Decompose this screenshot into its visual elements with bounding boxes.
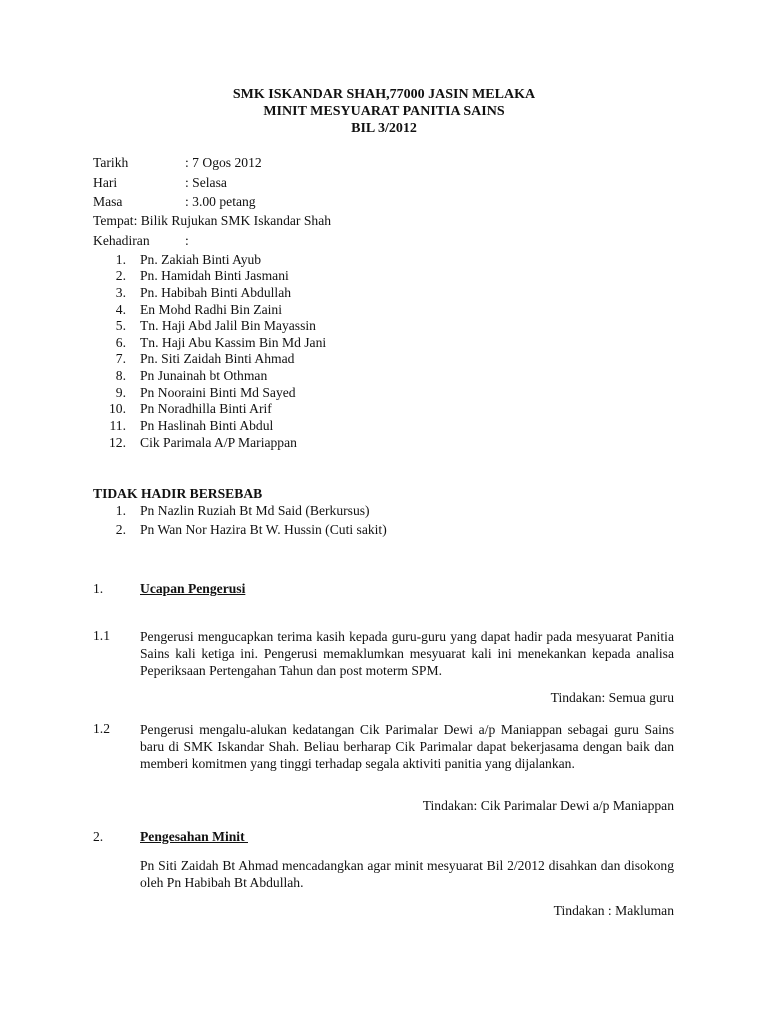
section-1-number: 1. — [93, 581, 104, 596]
date-label: Tarikh — [93, 155, 129, 170]
time-label: Masa — [93, 194, 123, 209]
meeting-title: MINIT MESYUARAT PANITIA SAINS — [263, 104, 505, 119]
section-2-text: Pn Siti Zaidah Bt Ahmad mencadangkan agar minit mesyuarat Bil 2/2012 disahkan dan disokong oleh Pn Habibah Bt Abdullah. — [140, 858, 674, 891]
venue-text: Tempat: Bilik Rujukan SMK Iskandar Shah — [93, 213, 332, 228]
section-2-action: Tindakan : Makluman — [553, 903, 674, 918]
date-value: : 7 Ogos 2012 — [185, 155, 262, 170]
section-1-title: Ucapan Pengerusi — [140, 581, 246, 596]
time-value: : 3.00 petang — [185, 194, 256, 209]
school-title: SMK ISKANDAR SHAH,77000 JASIN MELAKA — [232, 87, 536, 102]
section-2-number: 2. — [93, 829, 104, 844]
day-label: Hari — [93, 175, 118, 190]
absent-heading: TIDAK HADIR BERSEBAB — [93, 486, 263, 501]
attendance-colon: : — [185, 233, 189, 248]
item-1-1-action: Tindakan: Semua guru — [550, 690, 674, 705]
item-1-2-action: Tindakan: Cik Parimalar Dewi a/p Maniappan — [422, 798, 674, 813]
item-1-2-number: 1.2 — [93, 721, 110, 736]
item-1-2-text: Pengerusi mengalu-alukan kedatangan Cik Parimalar Dewi a/p Maniappan sebagai guru Sains baru di SMK Iskandar Shah. Beliau berharap Cik Parimalar dapat bekerjasama dengan baik dan memberi komitmen yang tinggi terhadap segala aktiviti panitia yang dijalankan. — [140, 722, 674, 772]
item-1-1-number: 1.1 — [93, 628, 110, 643]
document-page: SMK ISKANDAR SHAH,77000 JASIN MELAKA MINIT MESYUARAT PANITIA SAINS BIL 3/2012 Tarikh : 7 Ogos 2012 Hari : Selasa Masa : 3.00 petang Tempat: Bilik Rujukan SMK Iskandar Shah Kehadiran : 1. Pn. Zakiah Binti Ayub 2. Pn. Hamidah Binti Jasmani 3. Pn. Habibah Binti Abdullah 4. En Mohd Radhi Bin Zaini 5. Tn. Haji Abd Jalil Bin Mayassin 6. Tn. Haji Abu Kassim Bin Md Jani 7. Pn. Siti Zaidah Binti Ahmad 8. Pn Junainah bt Othman 9. Pn Nooraini Binti Md Sayed 10. Pn Noradhilla Binti Arif 11. Pn Haslinah Binti Abdul 12. Cik Parimala A/P Mariappan TIDAK HADIR BERSEBAB 1. Pn Nazlin Ruziah Bt Md Said (Berkursus) 2. Pn Wan Nor Hazira Bt W. Hussin (Cuti sakit) 1. Ucapan Pengerusi 1.1 Pengerusi mengucapkan terima kasih kepada guru-guru yang dapat hadir pada mesyuarat Panitia Sains kali ketiga ini. Pengerusi memaklumkan mesyuarat kali ini menekankan kepada analisa Peperiksaan Pertengahan Tahun dan post moterm SPM. Tindakan: Semua guru 1.2 Pengerusi mengalu-alukan kedatangan Cik Parimalar Dewi a/p Maniappan sebagai guru Sains baru di SMK Iskandar Shah. Beliau berharap Cik Parimalar dapat bekerjasama dengan baik dan memberi komitmen yang tinggi terhadap segala aktiviti panitia yang dijalankan. Tindakan: Cik Parimalar Dewi a/p Maniappan 2. Pengesahan Minit Pn Siti Zaidah Bt Ahmad mencadangkan agar minit mesyuarat Bil 2/2012 disahkan dan disokong oleh Pn Habibah Bt Abdullah. Tindakan : Makluman — [0, 0, 768, 1024]
day-value: : Selasa — [185, 175, 227, 190]
attendance-label: Kehadiran — [93, 233, 150, 248]
meeting-number: BIL 3/2012 — [351, 121, 417, 136]
section-2-title: Pengesahan Minit — [140, 829, 248, 844]
item-1-1-text: Pengerusi mengucapkan terima kasih kepada guru-guru yang dapat hadir pada mesyuarat Panitia Sains kali ketiga ini. Pengerusi memaklumkan mesyuarat kali ini menekankan kepada analisa Peperiksaan Pertengahan Tahun dan post moterm SPM. — [140, 629, 674, 679]
